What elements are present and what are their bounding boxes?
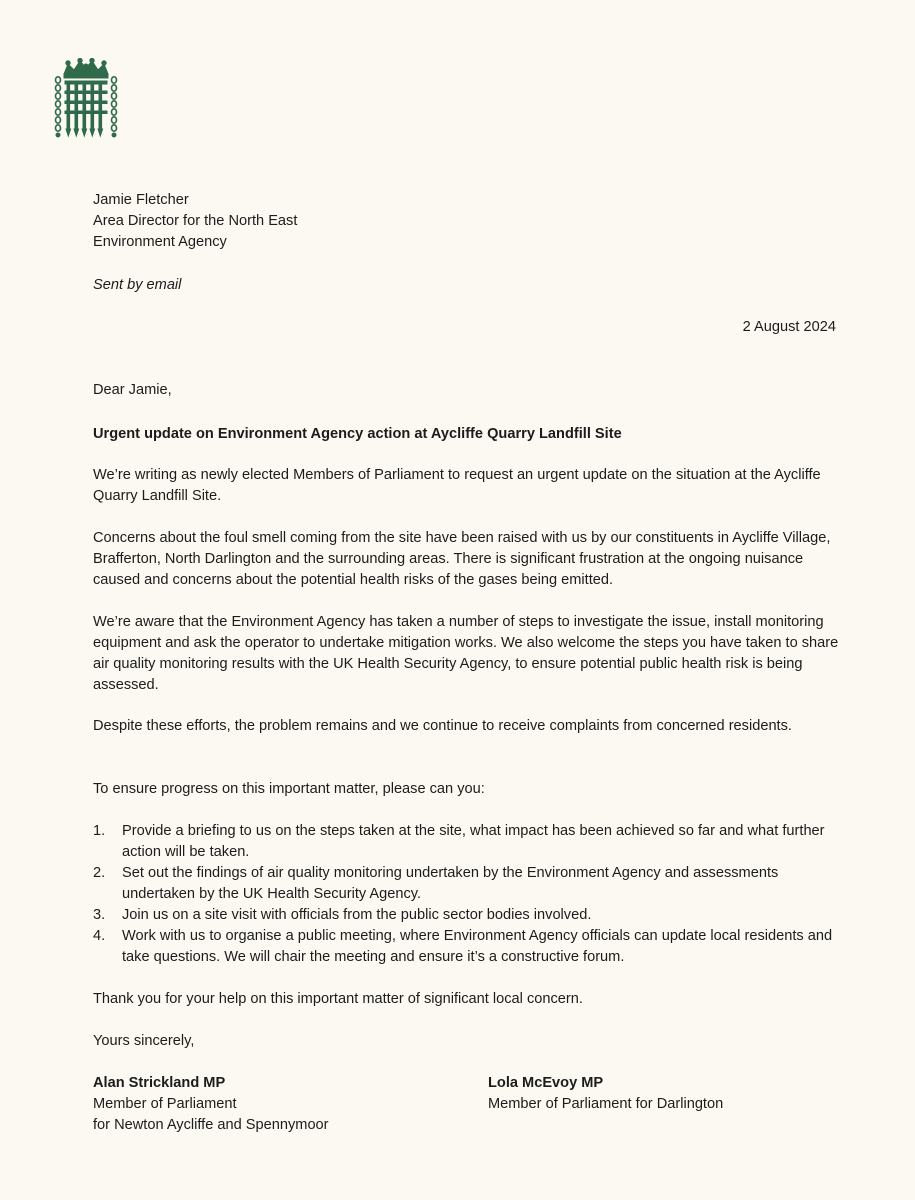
signatory-constituency: for Newton Aycliffe and Spennymoor: [93, 1117, 329, 1133]
list-item: [93, 905, 853, 926]
list-item-text: Provide a briefing to us on the steps taken at the site, what impact has been achieved so far and what further action will be taken.: [122, 823, 825, 860]
signatory-strickland: [93, 1073, 329, 1136]
list-item-number: 3.: [93, 907, 106, 923]
request-list: [93, 821, 853, 968]
paragraph-agency-steps: We’re aware that the Environment Agency has taken a number of steps to investigate the issue, install monitoring equipment and ask the operator to undertake mitigation works. We also welcome the steps you have taken to share air quality monitoring results with the UK Health Security Agency, to ensure potential public health risk is being assessed.: [93, 614, 839, 693]
list-item-number: 1.: [93, 823, 106, 839]
paragraph-thanks: Thank you for your help on this important matter of significant local concern.: [93, 991, 583, 1007]
list-item-number: 4.: [93, 928, 106, 944]
signatory-role: Member of Parliament for Darlington: [488, 1096, 724, 1112]
list-item-number: 2.: [93, 865, 106, 881]
delivery-note: Sent by email: [93, 277, 182, 293]
portcullis-crest-icon: [50, 58, 122, 140]
list-item-text: Set out the findings of air quality monitoring undertaken by the Environment Agency and assessments undertaken by the UK Health Security Agency.: [122, 865, 779, 902]
paragraph-request-lead: To ensure progress on this important matter, please can you:: [93, 781, 485, 797]
recipient-organisation: Environment Agency: [93, 234, 227, 250]
paragraph-problem-remains: Despite these efforts, the problem remains and we continue to receive complaints from concerned residents.: [93, 718, 792, 734]
letter-subject: Urgent update on Environment Agency action at Aycliffe Quarry Landfill Site: [93, 426, 622, 442]
list-item-text: Work with us to organise a public meeting, where Environment Agency officials can update local residents and take questions. We will chair the meeting and ensure it’s a constructive forum.: [122, 928, 833, 965]
closing: Yours sincerely,: [93, 1033, 195, 1049]
paragraph-concerns: Concerns about the foul smell coming from the site have been raised with us by our constituents in Aycliffe Village, Brafferton, North Darlington and the surrounding areas. There is significant frustration at the ongoing nuisance caused and concerns about the potential health risks of the gases being emitted.: [93, 530, 831, 588]
signatory-role: Member of Parliament: [93, 1096, 237, 1112]
list-item: [93, 863, 853, 905]
recipient-address: [93, 190, 853, 253]
recipient-title: Area Director for the North East: [93, 213, 298, 229]
list-item-text: Join us on a site visit with officials from the public sector bodies involved.: [122, 907, 592, 923]
recipient-name: Jamie Fletcher: [93, 192, 189, 208]
paragraph-intro: We’re writing as newly elected Members of Parliament to request an urgent update on the situation at the Aycliffe Quarry Landfill Site.: [93, 467, 821, 504]
letter-date: 2 August 2024: [742, 319, 836, 335]
list-item: [93, 821, 853, 863]
salutation: Dear Jamie,: [93, 382, 172, 398]
signatory-name: Alan Strickland MP: [93, 1075, 226, 1091]
signatory-mcevoy: [488, 1073, 723, 1115]
list-item: [93, 926, 853, 968]
signatory-name: Lola McEvoy MP: [488, 1075, 604, 1091]
